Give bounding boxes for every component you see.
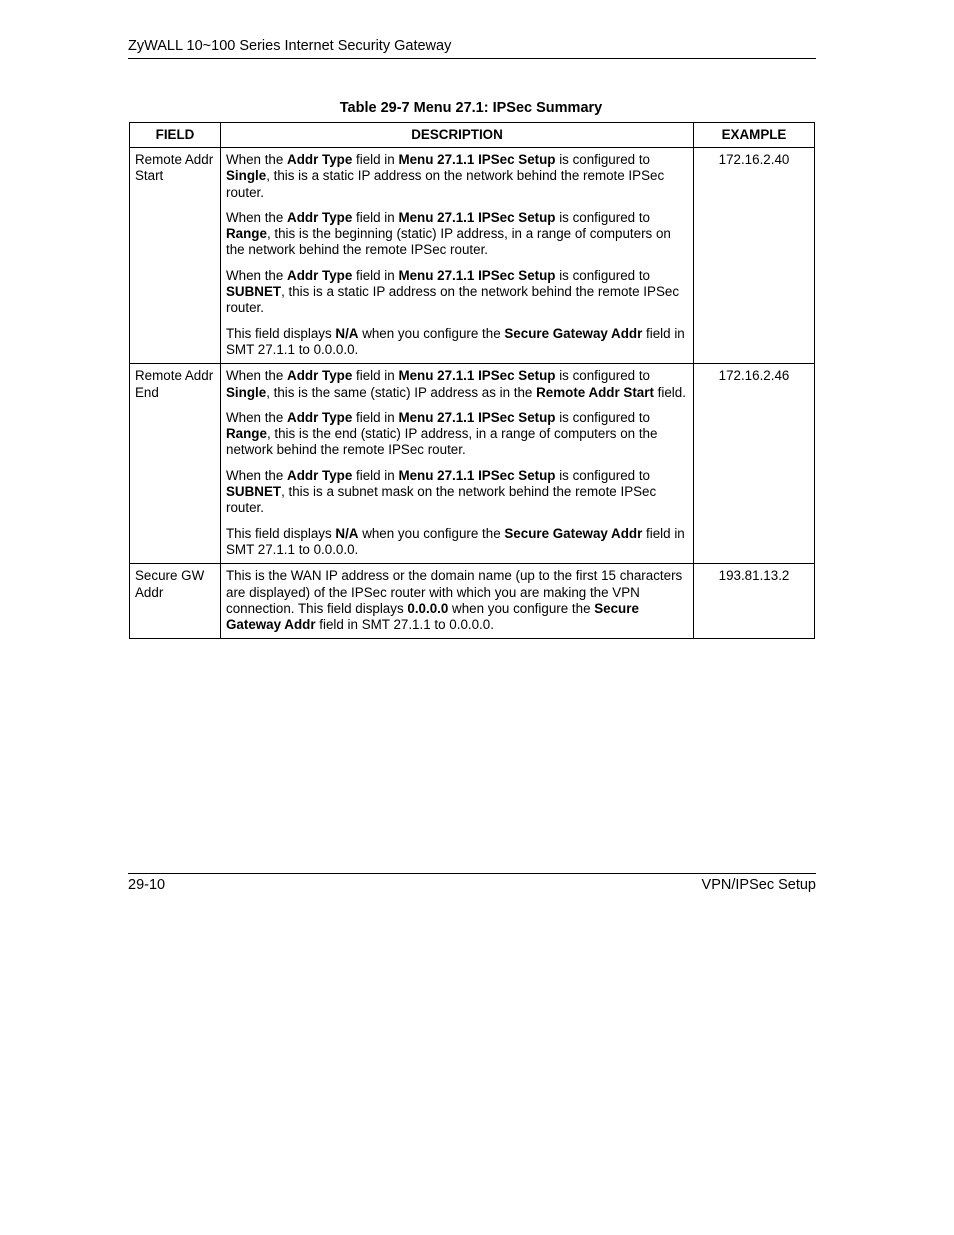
description-text: is configured to <box>555 368 651 384</box>
bold-term: Secure Gateway Addr <box>226 600 639 633</box>
description-text: when you configure the <box>358 325 505 341</box>
description-text: is configured to <box>555 409 651 425</box>
field-cell: Remote Addr End <box>130 364 221 564</box>
description-text: is configured to <box>555 467 651 483</box>
column-header-field: FIELD <box>130 123 221 148</box>
description-text: field in <box>352 467 399 483</box>
bold-term: N/A <box>335 525 359 541</box>
table-row <box>130 148 815 364</box>
description-paragraph <box>226 268 688 317</box>
description-text: When the <box>226 267 288 283</box>
bold-term: Addr Type <box>287 267 353 283</box>
description-text: is configured to <box>555 267 651 283</box>
column-header-description: DESCRIPTION <box>221 123 694 148</box>
description-text: When the <box>226 152 288 167</box>
field-cell: Secure GW Addr <box>130 564 221 639</box>
bold-term: Addr Type <box>287 368 353 384</box>
section-name: VPN/IPSec Setup <box>701 877 816 893</box>
description-paragraph <box>226 468 688 517</box>
description-text: This is the WAN IP address or the domain name (up to the first 15 characters are displayed) of the IPSec router with which you are making the VPN connection. This field displays <box>226 568 683 616</box>
example-cell: 193.81.13.2 <box>694 564 815 639</box>
page-header <box>128 37 816 59</box>
table-row <box>130 564 815 639</box>
description-paragraph <box>226 368 688 401</box>
bold-term: N/A <box>335 325 359 341</box>
page-number: 29-10 <box>128 877 166 893</box>
description-paragraph <box>226 568 688 633</box>
description-text: field in SMT 27.1.1 to 0.0.0.0. <box>226 325 685 357</box>
description-text: when you configure the <box>358 525 505 541</box>
description-paragraph <box>226 410 688 459</box>
description-text: when you configure the <box>448 600 595 616</box>
bold-term: Addr Type <box>287 467 353 483</box>
description-text: When the <box>226 368 288 384</box>
bold-term: Remote Addr Start <box>536 384 654 400</box>
description-text: When the <box>226 467 288 483</box>
bold-term: Menu 27.1.1 IPSec Setup <box>398 368 556 384</box>
description-text: This field displays <box>226 525 336 541</box>
description-paragraph <box>226 152 688 201</box>
table-body <box>130 148 815 639</box>
description-text: field in <box>352 209 399 225</box>
example-cell: 172.16.2.40 <box>694 148 815 364</box>
description-paragraph <box>226 326 688 359</box>
example-cell: 172.16.2.46 <box>694 364 815 564</box>
description-text: , this is a static IP address on the network behind the remote IPSec router. <box>226 284 680 316</box>
description-text: is configured to <box>555 209 651 225</box>
bold-term: Range <box>226 426 267 442</box>
description-text: field in <box>352 368 399 384</box>
bold-term: Single <box>226 384 267 400</box>
bold-term: Range <box>226 226 267 242</box>
description-text: When the <box>226 409 288 425</box>
description-text: field in SMT 27.1.1 to 0.0.0.0. <box>315 617 494 633</box>
description-text: field in SMT 27.1.1 to 0.0.0.0. <box>226 525 685 557</box>
bold-term: 0.0.0.0 <box>407 600 449 616</box>
bold-term: Addr Type <box>287 152 353 167</box>
description-text: When the <box>226 209 288 225</box>
description-text: , this is the same (static) IP address as in the <box>266 384 537 400</box>
bold-term: Menu 27.1.1 IPSec Setup <box>398 467 556 483</box>
bold-term: Secure Gateway Addr <box>504 525 643 541</box>
bold-term: Single <box>226 168 267 184</box>
bold-term: Addr Type <box>287 209 353 225</box>
page-footer <box>128 873 816 895</box>
description-cell <box>221 564 694 639</box>
table-header-row <box>130 123 815 148</box>
description-text: This field displays <box>226 325 336 341</box>
bold-term: Menu 27.1.1 IPSec Setup <box>398 267 556 283</box>
table-row <box>130 364 815 564</box>
description-cell <box>221 148 694 364</box>
bold-term: Menu 27.1.1 IPSec Setup <box>398 152 556 167</box>
table-caption: Table 29-7 Menu 27.1: IPSec Summary <box>339 100 603 116</box>
description-text: field in <box>352 267 399 283</box>
description-text: field in <box>352 152 399 167</box>
bold-term: Menu 27.1.1 IPSec Setup <box>398 409 556 425</box>
ipsec-summary-table <box>129 122 815 639</box>
description-text: field. <box>653 384 686 400</box>
bold-term: SUBNET <box>226 284 282 300</box>
description-text: , this is a subnet mask on the network behind the remote IPSec router. <box>226 484 657 516</box>
description-cell <box>221 364 694 564</box>
column-header-example: EXAMPLE <box>694 123 815 148</box>
header-title: ZyWALL 10~100 Series Internet Security Gateway <box>128 38 452 54</box>
field-cell: Remote Addr Start <box>130 148 221 364</box>
bold-term: Secure Gateway Addr <box>504 325 643 341</box>
description-text: is configured to <box>555 152 651 167</box>
description-paragraph <box>226 526 688 559</box>
bold-term: Addr Type <box>287 409 353 425</box>
description-text: field in <box>352 409 399 425</box>
bold-term: SUBNET <box>226 484 282 500</box>
description-text: , this is a static IP address on the network behind the remote IPSec router. <box>226 168 665 200</box>
description-text: , this is the beginning (static) IP address, in a range of computers on the network behind the remote IPSec router. <box>226 226 671 258</box>
description-text: , this is the end (static) IP address, in a range of computers on the network behind the remote IPSec router. <box>226 426 658 458</box>
bold-term: Menu 27.1.1 IPSec Setup <box>398 209 556 225</box>
description-paragraph <box>226 210 688 259</box>
